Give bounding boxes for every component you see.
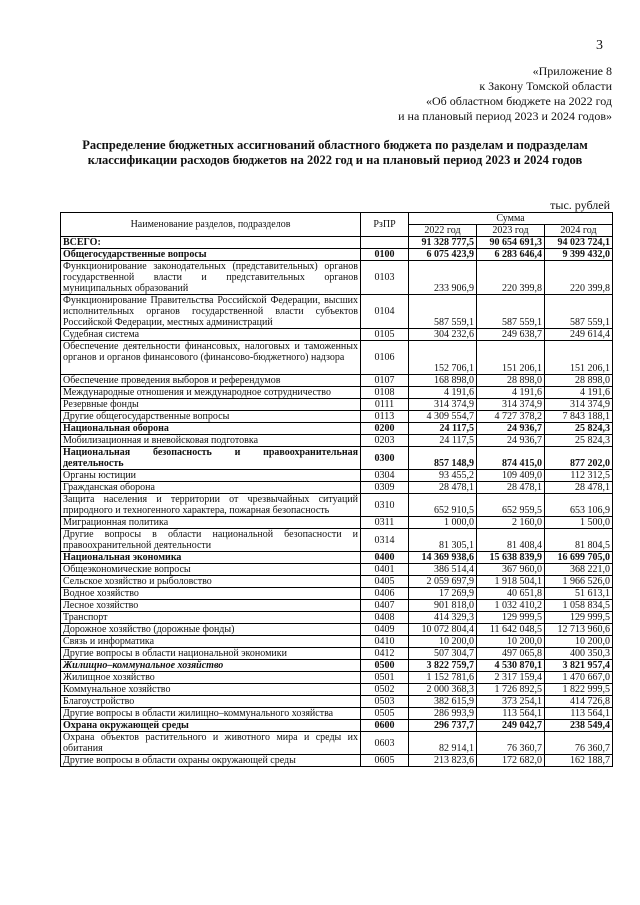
row-value-2: 11 642 048,5 xyxy=(477,624,545,636)
row-code: 0406 xyxy=(361,588,409,600)
table-row xyxy=(61,470,613,482)
row-value-3: 1 058 834,5 xyxy=(545,600,613,612)
row-value-2: 24 936,7 xyxy=(477,423,545,435)
table-row xyxy=(61,624,613,636)
row-value-1: 1 152 781,6 xyxy=(409,672,477,684)
row-value-3: 76 360,7 xyxy=(545,732,613,755)
table-row xyxy=(61,564,613,576)
row-value-1: 17 269,9 xyxy=(409,588,477,600)
row-name: Охрана объектов растительного и животного мира и среды их обитания xyxy=(61,732,361,755)
row-value-2: 2 160,0 xyxy=(477,517,545,529)
row-value-3: 314 374,9 xyxy=(545,399,613,411)
row-code: 0600 xyxy=(361,720,409,732)
table-row xyxy=(61,732,613,755)
row-code: 0502 xyxy=(361,684,409,696)
table-row xyxy=(61,600,613,612)
row-value-2: 81 408,4 xyxy=(477,529,545,552)
row-name: Дорожное хозяйство (дорожные фонды) xyxy=(61,624,361,636)
table-row xyxy=(61,375,613,387)
row-value-1: 286 993,9 xyxy=(409,708,477,720)
row-value-2: 40 651,8 xyxy=(477,588,545,600)
row-name: Другие вопросы в области жилищно–коммунального хозяйства xyxy=(61,708,361,720)
row-value-2: 28 478,1 xyxy=(477,482,545,494)
row-name: Обеспечение деятельности финансовых, налоговых и таможенных органов и органов финансового (финансово-бюджетного) надзора xyxy=(61,341,361,375)
row-name: Судебная система xyxy=(61,329,361,341)
row-value-2: 4 191,6 xyxy=(477,387,545,399)
row-value-3: 249 614,4 xyxy=(545,329,613,341)
row-name: Национальная безопасность и правоохранительная деятельность xyxy=(61,447,361,470)
table-row xyxy=(61,684,613,696)
row-name: Функционирование Правительства Российской Федерации, высших исполнительных органов государственной власти субъектов Российской Федерации, местных администраций xyxy=(61,295,361,329)
row-code: 0400 xyxy=(361,552,409,564)
row-value-1: 91 328 777,5 xyxy=(409,237,477,249)
row-value-1: 414 329,3 xyxy=(409,612,477,624)
row-code: 0408 xyxy=(361,612,409,624)
table-row xyxy=(61,696,613,708)
row-name: Другие вопросы в области национальной экономики xyxy=(61,648,361,660)
row-value-2: 652 959,5 xyxy=(477,494,545,517)
row-name: Лесное хозяйство xyxy=(61,600,361,612)
row-value-3: 1 966 526,0 xyxy=(545,576,613,588)
row-value-2: 4 530 870,1 xyxy=(477,660,545,672)
row-value-2: 172 682,0 xyxy=(477,755,545,767)
row-code xyxy=(361,237,409,249)
table-row xyxy=(61,672,613,684)
row-value-2: 24 936,7 xyxy=(477,435,545,447)
row-value-1: 152 706,1 xyxy=(409,341,477,375)
row-code: 0505 xyxy=(361,708,409,720)
table-row xyxy=(61,529,613,552)
row-value-1: 233 906,9 xyxy=(409,261,477,295)
table-row xyxy=(61,329,613,341)
row-value-3: 94 023 724,1 xyxy=(545,237,613,249)
row-name: Коммунальное хозяйство xyxy=(61,684,361,696)
row-code: 0605 xyxy=(361,755,409,767)
table-row xyxy=(61,576,613,588)
row-name: Национальная оборона xyxy=(61,423,361,435)
row-value-3: 877 202,0 xyxy=(545,447,613,470)
table-row xyxy=(61,482,613,494)
row-name: Жилищное хозяйство xyxy=(61,672,361,684)
table-row xyxy=(61,295,613,329)
row-name: Транспорт xyxy=(61,612,361,624)
row-code: 0203 xyxy=(361,435,409,447)
table-row xyxy=(61,249,613,261)
table-row xyxy=(61,387,613,399)
row-value-3: 3 821 957,4 xyxy=(545,660,613,672)
row-value-2: 15 638 839,9 xyxy=(477,552,545,564)
row-value-1: 1 000,0 xyxy=(409,517,477,529)
row-value-2: 587 559,1 xyxy=(477,295,545,329)
row-value-2: 1 726 892,5 xyxy=(477,684,545,696)
row-value-2: 874 415,0 xyxy=(477,447,545,470)
header-code: РзПР xyxy=(361,213,409,237)
row-value-3: 238 549,4 xyxy=(545,720,613,732)
row-value-3: 1 500,0 xyxy=(545,517,613,529)
row-name: Защита населения и территории от чрезвычайных ситуаций природного и техногенного характера, пожарная безопасность xyxy=(61,494,361,517)
row-value-3: 653 106,9 xyxy=(545,494,613,517)
table-body xyxy=(61,237,613,767)
table-row xyxy=(61,755,613,767)
row-name: Миграционная политика xyxy=(61,517,361,529)
appendix-line: к Закону Томской области xyxy=(479,79,612,93)
table-row xyxy=(61,447,613,470)
row-value-1: 24 117,5 xyxy=(409,423,477,435)
row-value-3: 7 843 188,1 xyxy=(545,411,613,423)
appendix-line: и на плановый период 2023 и 2024 годов» xyxy=(398,109,612,123)
row-code: 0304 xyxy=(361,470,409,482)
row-value-1: 901 818,0 xyxy=(409,600,477,612)
row-value-2: 373 254,1 xyxy=(477,696,545,708)
header-year: 2023 год xyxy=(477,225,545,237)
row-value-1: 652 910,5 xyxy=(409,494,477,517)
row-value-1: 93 455,2 xyxy=(409,470,477,482)
row-name: Водное хозяйство xyxy=(61,588,361,600)
row-value-1: 314 374,9 xyxy=(409,399,477,411)
table-row xyxy=(61,636,613,648)
row-name: Резервные фонды xyxy=(61,399,361,411)
row-value-1: 4 191,6 xyxy=(409,387,477,399)
row-code: 0300 xyxy=(361,447,409,470)
header-year: 2022 год xyxy=(409,225,477,237)
row-name: Гражданская оборона xyxy=(61,482,361,494)
row-value-2: 367 960,0 xyxy=(477,564,545,576)
row-value-2: 249 638,7 xyxy=(477,329,545,341)
row-name: Другие вопросы в области национальной безопасности и правоохранительной деятельности xyxy=(61,529,361,552)
table-row xyxy=(61,588,613,600)
row-value-1: 168 898,0 xyxy=(409,375,477,387)
appendix-header xyxy=(282,64,612,124)
row-code: 0309 xyxy=(361,482,409,494)
row-name: Национальная экономика xyxy=(61,552,361,564)
row-value-1: 24 117,5 xyxy=(409,435,477,447)
units-label: тыс. рублей xyxy=(550,198,610,212)
row-value-2: 10 200,0 xyxy=(477,636,545,648)
row-value-3: 81 804,5 xyxy=(545,529,613,552)
row-value-2: 2 317 159,4 xyxy=(477,672,545,684)
row-value-2: 6 283 646,4 xyxy=(477,249,545,261)
row-value-2: 4 727 378,2 xyxy=(477,411,545,423)
row-value-1: 4 309 554,7 xyxy=(409,411,477,423)
row-value-3: 112 312,5 xyxy=(545,470,613,482)
row-value-3: 51 613,1 xyxy=(545,588,613,600)
title-line: классификации расходов бюджетов на 2022 год и на плановый период 2023 и 2024 годов xyxy=(87,153,583,167)
row-name: Общеэкономические вопросы xyxy=(61,564,361,576)
row-name: Жилищно–коммунальное хозяйство xyxy=(61,660,361,672)
row-value-1: 82 914,1 xyxy=(409,732,477,755)
table-row xyxy=(61,435,613,447)
row-value-1: 386 514,4 xyxy=(409,564,477,576)
row-name: Сельское хозяйство и рыболовство xyxy=(61,576,361,588)
table-row xyxy=(61,517,613,529)
row-value-2: 1 918 504,1 xyxy=(477,576,545,588)
row-value-2: 28 898,0 xyxy=(477,375,545,387)
row-value-1: 2 059 697,9 xyxy=(409,576,477,588)
row-value-2: 129 999,5 xyxy=(477,612,545,624)
row-value-3: 25 824,3 xyxy=(545,435,613,447)
table-row xyxy=(61,708,613,720)
row-code: 0111 xyxy=(361,399,409,411)
row-value-3: 220 399,8 xyxy=(545,261,613,295)
row-value-3: 4 191,6 xyxy=(545,387,613,399)
row-name: Охрана окружающей среды xyxy=(61,720,361,732)
row-code: 0407 xyxy=(361,600,409,612)
row-code: 0107 xyxy=(361,375,409,387)
row-value-2: 113 564,1 xyxy=(477,708,545,720)
row-value-3: 9 399 432,0 xyxy=(545,249,613,261)
row-code: 0405 xyxy=(361,576,409,588)
table-row xyxy=(61,648,613,660)
row-value-2: 220 399,8 xyxy=(477,261,545,295)
row-value-1: 857 148,9 xyxy=(409,447,477,470)
row-name: Связь и информатика xyxy=(61,636,361,648)
document-title xyxy=(60,138,610,168)
row-value-3: 587 559,1 xyxy=(545,295,613,329)
row-name: Обеспечение проведения выборов и референдумов xyxy=(61,375,361,387)
row-value-3: 162 188,7 xyxy=(545,755,613,767)
row-code: 0106 xyxy=(361,341,409,375)
row-code: 0311 xyxy=(361,517,409,529)
row-value-2: 497 065,8 xyxy=(477,648,545,660)
row-code: 0409 xyxy=(361,624,409,636)
row-code: 0503 xyxy=(361,696,409,708)
row-code: 0105 xyxy=(361,329,409,341)
row-value-1: 304 232,6 xyxy=(409,329,477,341)
row-code: 0500 xyxy=(361,660,409,672)
title-line: Распределение бюджетных ассигнований областного бюджета по разделам и подразделам xyxy=(82,138,588,152)
row-value-3: 368 221,0 xyxy=(545,564,613,576)
table-row xyxy=(61,612,613,624)
row-code: 0104 xyxy=(361,295,409,329)
row-code: 0103 xyxy=(361,261,409,295)
row-value-3: 10 200,0 xyxy=(545,636,613,648)
row-code: 0108 xyxy=(361,387,409,399)
row-value-3: 151 206,1 xyxy=(545,341,613,375)
row-code: 0603 xyxy=(361,732,409,755)
row-value-3: 414 726,8 xyxy=(545,696,613,708)
header-name: Наименование разделов, подразделов xyxy=(61,213,361,237)
row-value-1: 587 559,1 xyxy=(409,295,477,329)
row-value-2: 314 374,9 xyxy=(477,399,545,411)
row-name: Мобилизационная и вневойсковая подготовка xyxy=(61,435,361,447)
row-value-3: 1 470 667,0 xyxy=(545,672,613,684)
row-name: Международные отношения и международное сотрудничество xyxy=(61,387,361,399)
budget-table xyxy=(60,212,613,767)
table-row xyxy=(61,720,613,732)
table-row xyxy=(61,411,613,423)
row-name: Общегосударственные вопросы xyxy=(61,249,361,261)
row-value-2: 76 360,7 xyxy=(477,732,545,755)
row-value-3: 400 350,3 xyxy=(545,648,613,660)
page-number: 3 xyxy=(596,38,603,53)
table-row xyxy=(61,423,613,435)
row-value-1: 81 305,1 xyxy=(409,529,477,552)
appendix-line: «Приложение 8 xyxy=(532,64,612,78)
row-value-2: 1 032 410,2 xyxy=(477,600,545,612)
row-code: 0410 xyxy=(361,636,409,648)
table-row xyxy=(61,399,613,411)
row-value-1: 10 200,0 xyxy=(409,636,477,648)
row-value-3: 16 699 705,0 xyxy=(545,552,613,564)
row-value-2: 109 409,0 xyxy=(477,470,545,482)
row-code: 0310 xyxy=(361,494,409,517)
row-code: 0314 xyxy=(361,529,409,552)
row-code: 0412 xyxy=(361,648,409,660)
row-code: 0113 xyxy=(361,411,409,423)
row-value-1: 296 737,7 xyxy=(409,720,477,732)
row-code: 0200 xyxy=(361,423,409,435)
table-row xyxy=(61,237,613,249)
row-value-1: 10 072 804,4 xyxy=(409,624,477,636)
table-row xyxy=(61,660,613,672)
row-value-1: 213 823,6 xyxy=(409,755,477,767)
row-value-3: 25 824,3 xyxy=(545,423,613,435)
row-name: Органы юстиции xyxy=(61,470,361,482)
header-sum: Сумма xyxy=(409,213,613,225)
row-value-1: 6 075 423,9 xyxy=(409,249,477,261)
row-name: Благоустройство xyxy=(61,696,361,708)
row-value-2: 90 654 691,3 xyxy=(477,237,545,249)
table-row xyxy=(61,494,613,517)
row-value-1: 2 000 368,3 xyxy=(409,684,477,696)
row-value-3: 12 713 960,6 xyxy=(545,624,613,636)
table-row xyxy=(61,552,613,564)
row-value-3: 113 564,1 xyxy=(545,708,613,720)
row-value-2: 151 206,1 xyxy=(477,341,545,375)
row-value-3: 28 898,0 xyxy=(545,375,613,387)
row-name: Другие вопросы в области охраны окружающей среды xyxy=(61,755,361,767)
row-value-3: 1 822 999,5 xyxy=(545,684,613,696)
header-year: 2024 год xyxy=(545,225,613,237)
row-value-3: 28 478,1 xyxy=(545,482,613,494)
row-value-1: 382 615,9 xyxy=(409,696,477,708)
row-value-1: 14 369 938,6 xyxy=(409,552,477,564)
row-name: Другие общегосударственные вопросы xyxy=(61,411,361,423)
row-name: ВСЕГО: xyxy=(61,237,361,249)
row-code: 0401 xyxy=(361,564,409,576)
row-value-2: 249 042,7 xyxy=(477,720,545,732)
row-value-1: 507 304,7 xyxy=(409,648,477,660)
row-value-1: 3 822 759,7 xyxy=(409,660,477,672)
table-row xyxy=(61,261,613,295)
row-code: 0501 xyxy=(361,672,409,684)
table-row xyxy=(61,341,613,375)
row-name: Функционирование законодательных (представительных) органов государственной власти и представительных органов муниципальных образований xyxy=(61,261,361,295)
row-value-1: 28 478,1 xyxy=(409,482,477,494)
row-code: 0100 xyxy=(361,249,409,261)
row-value-3: 129 999,5 xyxy=(545,612,613,624)
appendix-line: «Об областном бюджете на 2022 год xyxy=(426,94,612,108)
